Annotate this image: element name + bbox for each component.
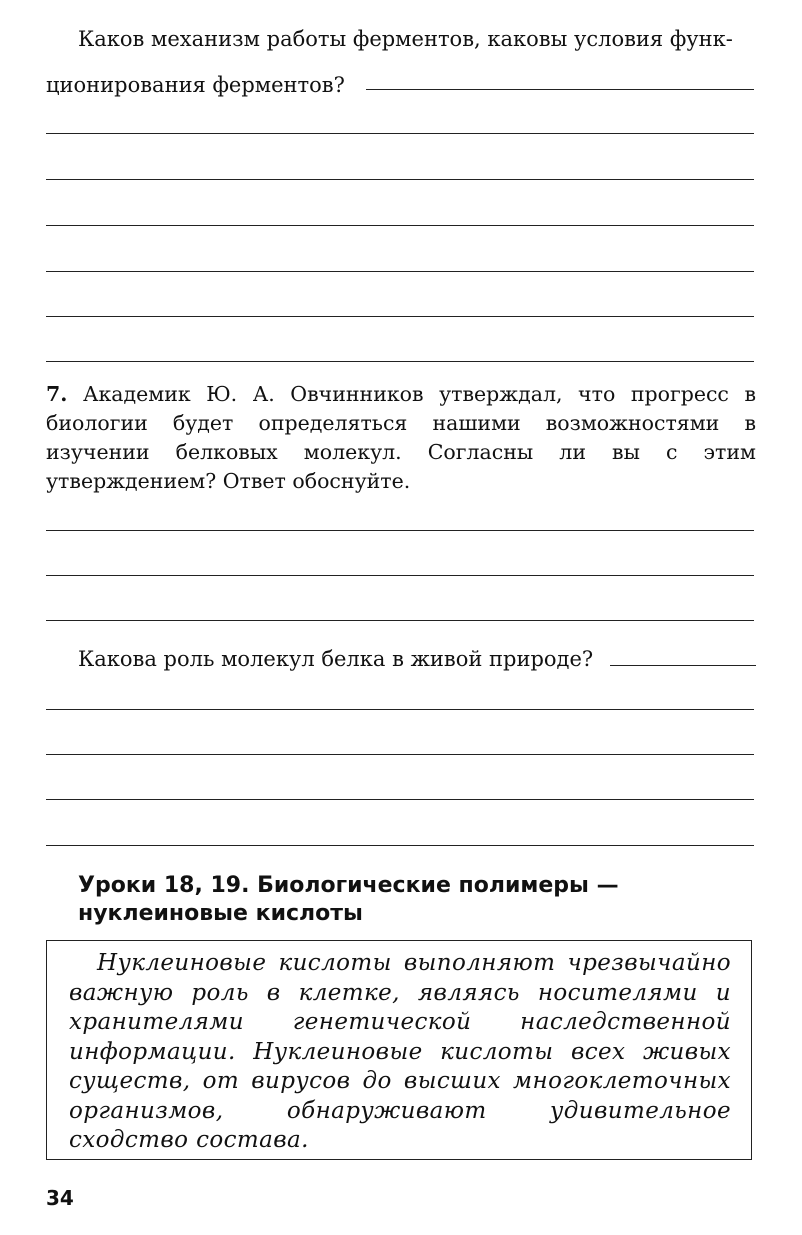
answer-line[interactable] — [46, 709, 754, 710]
answer-line[interactable] — [46, 271, 754, 272]
answer-line[interactable] — [46, 799, 754, 800]
answer-line[interactable] — [46, 179, 754, 180]
answer-line[interactable] — [46, 225, 754, 226]
lesson-heading — [78, 872, 758, 928]
answer-line[interactable] — [610, 665, 756, 666]
question-enzymes-line2 — [46, 70, 345, 100]
question-7 — [46, 380, 756, 496]
answer-line[interactable] — [46, 361, 754, 362]
question-enzymes-line2-text: ционирования ферментов? — [46, 73, 345, 97]
lesson-heading-line2: нуклеиновые кислоты — [78, 901, 363, 926]
answer-line[interactable] — [46, 530, 754, 531]
question-7-text: Академик Ю. А. Овчинников утверждал, что прогресс в биологии будет определяться нашими возможностями в изучении белковых молекул. Согласны ли вы с этим утверждением? Ответ обоснуйте. — [46, 382, 756, 493]
answer-line[interactable] — [46, 316, 754, 317]
answer-line[interactable] — [46, 845, 754, 846]
lesson-heading-line1: Уроки 18, 19. Биологические полимеры — — [78, 873, 619, 898]
answer-line[interactable] — [46, 133, 754, 134]
answer-line[interactable] — [46, 575, 754, 576]
question-enzymes-line1: Каков механизм работы ферментов, каковы условия функ- — [78, 27, 733, 51]
answer-line[interactable] — [46, 754, 754, 755]
answer-line[interactable] — [46, 620, 754, 621]
info-box-text: Нуклеиновые кислоты выполняют чрезвычайно важную роль в клетке, являясь носителями и хранителями генетической наследственной информации. Нуклеиновые кислоты всех живых существ, от вирусов до высших многоклеточных организмов, обнаруживают удивительное сходство состава. — [69, 950, 731, 1153]
question-protein-role: Какова роль молекул белка в живой природе? — [78, 647, 594, 671]
info-box — [46, 940, 752, 1160]
page-number: 34 — [46, 1186, 74, 1210]
answer-line[interactable] — [366, 89, 754, 90]
question-7-number: 7. — [46, 382, 68, 406]
